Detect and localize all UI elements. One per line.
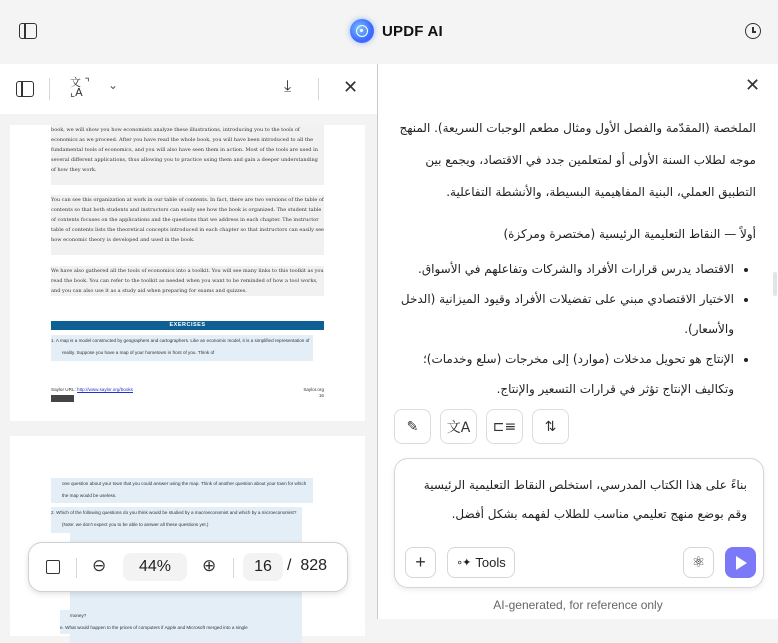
tools-label: Tools <box>475 555 506 570</box>
scrollbar[interactable] <box>773 272 777 296</box>
close-icon[interactable]: ✕ <box>745 75 761 95</box>
prompt-input[interactable]: بناءً على هذا الكتاب المدرسي، استخلص النقاط التعليمية الرئيسية وقم بوضع منهج تعليمي مناسب للطلاب لفهمه بشكل أفضل. <box>423 478 747 521</box>
page-separator: / <box>287 557 292 574</box>
page-number: 16 <box>318 393 324 398</box>
ai-bullet: • الإنتاج هو تحويل مدخلات (موارد) إلى مخرجات (سلع وخدمات)؛ وتكاليف الإنتاج تؤثر في قرارات التسعير والإنتاج. <box>396 344 734 404</box>
download-icon[interactable]: ⤓ <box>284 78 292 95</box>
chat-history-icon[interactable] <box>745 23 761 39</box>
convert-icon[interactable]: ⇅ <box>532 409 569 444</box>
ai-disclaimer: AI-generated, for reference only <box>493 598 663 612</box>
zoom-level-field[interactable]: 44% <box>123 553 187 581</box>
translate-icon[interactable]: 文A <box>440 409 477 444</box>
exercise-subitem: e. What would happen to the prices of computers if Apple and Microsoft merged into a single <box>60 622 302 634</box>
summarize-icon[interactable]: ✎ <box>394 409 431 444</box>
exercise-item: 1. A map is a model constructed by geographers and cartographers. Like an economic model, it is a simplified representation of reality. Suppose you have a map of your hometown in front of you. Think of <box>51 335 313 361</box>
exercises-header: EXERCISES <box>51 321 324 330</box>
toolbar-divider <box>49 78 50 100</box>
page-footer-left <box>51 387 133 392</box>
brand <box>350 18 443 44</box>
exercise-item: 2. Which of the following questions do you think would be studied by a macroeconomist and which by a microeconomist? (Note: we don't expect you to be able to answer all these questions yet.) <box>51 507 302 533</box>
app-title-bar <box>0 0 778 64</box>
exercise-subitem: money? <box>60 610 302 622</box>
page-paragraph: We have also gathered all the tools of economics into a toolkit. You will see many links to this toolkit as you read the book. You can refer to the toolkit as needed when you want to be reminded of how a tool works, and you can also use it as a study aid when preparing for exams and quizzes. <box>51 268 324 294</box>
send-button[interactable] <box>725 547 756 578</box>
close-icon[interactable]: ✕ <box>343 77 359 97</box>
tools-button[interactable] <box>447 547 515 578</box>
pdf-page <box>10 125 365 421</box>
translate-icon[interactable]: 文 ⌝ ⌞A <box>70 76 90 99</box>
total-pages <box>287 557 327 575</box>
ai-bullet-list <box>396 254 756 404</box>
quick-tools <box>394 409 569 444</box>
ai-bullet: • الاختيار الاقتصادي مبني على تفضيلات الأفراد وقيود الميزانية (الدخل والأسعار). <box>396 284 734 344</box>
exercise-item: one question about your town that you could answer using the map. Think of another question about your town for which the map would be useless. <box>51 478 313 503</box>
updf-ai-logo-icon <box>350 19 374 43</box>
ai-intro-paragraph: الملخصة (المقدّمة والفصل الأول ومثال مطعم الوجبات السريعة). المنهج موجه لطلاب السنة الأولى أو لمتعلمين جدد في الاقتصاد، ويجمع بين التطبيق العملي، البنية المفاهيمية البسيطة، والأنشطة التفاعلية. <box>399 121 756 199</box>
sidebar-icon[interactable] <box>16 81 34 97</box>
send-icon <box>736 556 747 570</box>
current-page-field[interactable]: 16 <box>243 553 283 581</box>
footer-site: Saylor.org <box>303 387 324 392</box>
pdf-page <box>10 436 365 636</box>
total-pages-count: 828 <box>300 557 328 574</box>
model-select-icon[interactable]: ⚛ <box>683 547 714 578</box>
add-attachment-button[interactable]: + <box>405 547 436 578</box>
zoom-navigation-bar <box>28 542 348 592</box>
chat-composer <box>394 458 764 588</box>
page-footer-right <box>303 387 324 399</box>
ai-section-heading: أولاً — النقاط التعليمية الرئيسية (مختصرة ومركزة) <box>503 227 756 241</box>
zoom-out-icon[interactable]: ⊖ <box>92 556 107 575</box>
sidebar-toggle-icon[interactable] <box>19 23 37 39</box>
zoombar-divider <box>76 558 77 578</box>
fit-page-icon[interactable] <box>46 560 60 574</box>
zoombar-divider <box>233 558 234 578</box>
footer-link[interactable]: http://www.saylor.org/books <box>77 387 133 392</box>
pdf-viewer-panel <box>0 64 377 630</box>
page-paragraph: book, we will show you how economists analyze these illustrations, introducing you to the tools of economics as we proceed. After you have read the whole book, you will have been introduced to all the fundamental tools of economics, and you will also have seen them in action. Most of the tools are used in several different applications, thus allowing you to practice using them and gain a deeper understanding of how they work. <box>51 125 324 185</box>
ai-bullet: • الاقتصاد يدرس قرارات الأفراد والشركات وتفاعلهم في الأسواق. <box>396 254 734 284</box>
tools-icon: ∘✦ <box>456 557 471 569</box>
zoom-in-icon[interactable]: ⊕ <box>202 556 217 575</box>
chevron-down-icon[interactable]: ⌄ <box>108 78 119 92</box>
mind-map-icon[interactable]: ⊏≡ <box>486 409 523 444</box>
page-paragraph: You can see this organization at work in our table of contents. In fact, there are two versions of the table of contents so that both students and instructors can easily see how the book is organized. The student table of contents focuses on the applications and the questions that we address in each chapter. The instructor table of contents lists the theoretical concepts introduced in each chapter so that instructors can easily see how economic theory is developed and used in the book. <box>51 195 324 255</box>
app-title: UPDF AI <box>382 22 443 40</box>
creative-commons-badge <box>51 395 74 402</box>
toolbar-divider <box>318 78 319 100</box>
footer-label: Saylor URL: <box>51 387 78 392</box>
ai-response <box>396 112 756 404</box>
ai-chat-panel <box>378 64 778 619</box>
pdf-toolbar <box>0 64 377 114</box>
